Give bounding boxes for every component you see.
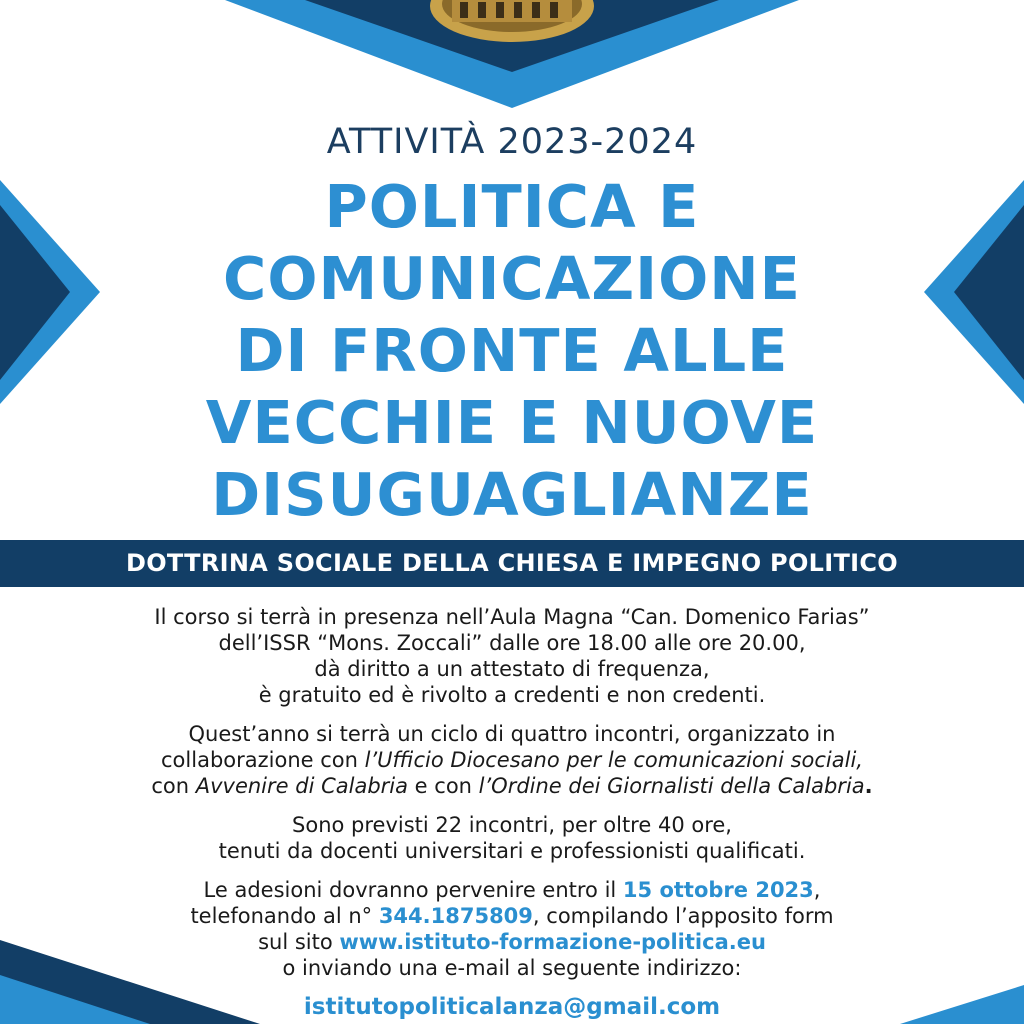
body-text — [0, 604, 1024, 994]
title-line-5: DISUGUAGLIANZE — [211, 460, 813, 529]
title-line-1: POLITICA E — [324, 172, 700, 241]
p4-line-1a: Le adesioni dovranno pervenire entro il — [203, 878, 623, 902]
p1-line-3: dà diritto a un attestato di frequenza, — [314, 657, 710, 681]
p3-line-2: tenuti da docenti universitari e professionisti qualificati. — [218, 839, 806, 863]
p2-line-1: Quest’anno si terrà un ciclo di quattro incontri, organizzato in — [188, 722, 836, 746]
paragraph-registration — [0, 877, 1024, 981]
p4-line-2a: telefonando al n° — [190, 904, 379, 928]
p2-line-2a: collaborazione con — [161, 748, 365, 772]
subtitle: ATTIVITÀ 2023-2024 — [326, 122, 698, 162]
title-line-3: DI FRONTE ALLE — [235, 316, 789, 385]
phone-number[interactable]: 344.1875809 — [378, 904, 533, 928]
p4-line-4: o inviando una e-mail al seguente indirizzo: — [282, 956, 742, 980]
paragraph-course-info — [0, 604, 1024, 708]
p2-avvenire: Avvenire di Calabria — [195, 774, 408, 798]
website-link[interactable]: www.istituto-formazione-politica.eu — [339, 930, 766, 954]
deadline-date: 15 ottobre 2023 — [622, 878, 814, 902]
p2-ufficio: l’Ufficio Diocesano per le comunicazioni sociali, — [364, 748, 863, 772]
p1-line-4: è gratuito ed è rivolto a credenti e non credenti. — [258, 683, 766, 707]
p1-line-2: dell’ISSR “Mons. Zoccali” dalle ore 18.00 alle ore 20.00, — [218, 631, 806, 655]
title-line-4: VECCHIE E NUOVE — [205, 388, 819, 457]
p4-line-3a: sul sito — [258, 930, 340, 954]
email-link[interactable]: istitutopoliticalanza@gmail.com — [303, 994, 721, 1020]
p2-period: . — [864, 774, 873, 798]
p4-line-2b: , compilando l’apposito form — [532, 904, 834, 928]
section-band: DOTTRINA SOCIALE DELLA CHIESA E IMPEGNO POLITICO — [0, 540, 1024, 587]
p2-line-3c: e con — [408, 774, 479, 798]
page-title — [0, 171, 1024, 531]
p1-line-1: Il corso si terrà in presenza nell’Aula Magna “Can. Domenico Farias” — [154, 605, 870, 629]
paragraph-meetings — [0, 812, 1024, 864]
p4-line-1b: , — [813, 878, 821, 902]
paragraph-cycle — [0, 721, 1024, 799]
title-line-2: COMUNICAZIONE — [223, 244, 801, 313]
p3-line-1: Sono previsti 22 incontri, per oltre 40 ore, — [292, 813, 732, 837]
p2-ordine: l’Ordine dei Giornalisti della Calabria — [478, 774, 865, 798]
p2-line-3a: con — [151, 774, 196, 798]
